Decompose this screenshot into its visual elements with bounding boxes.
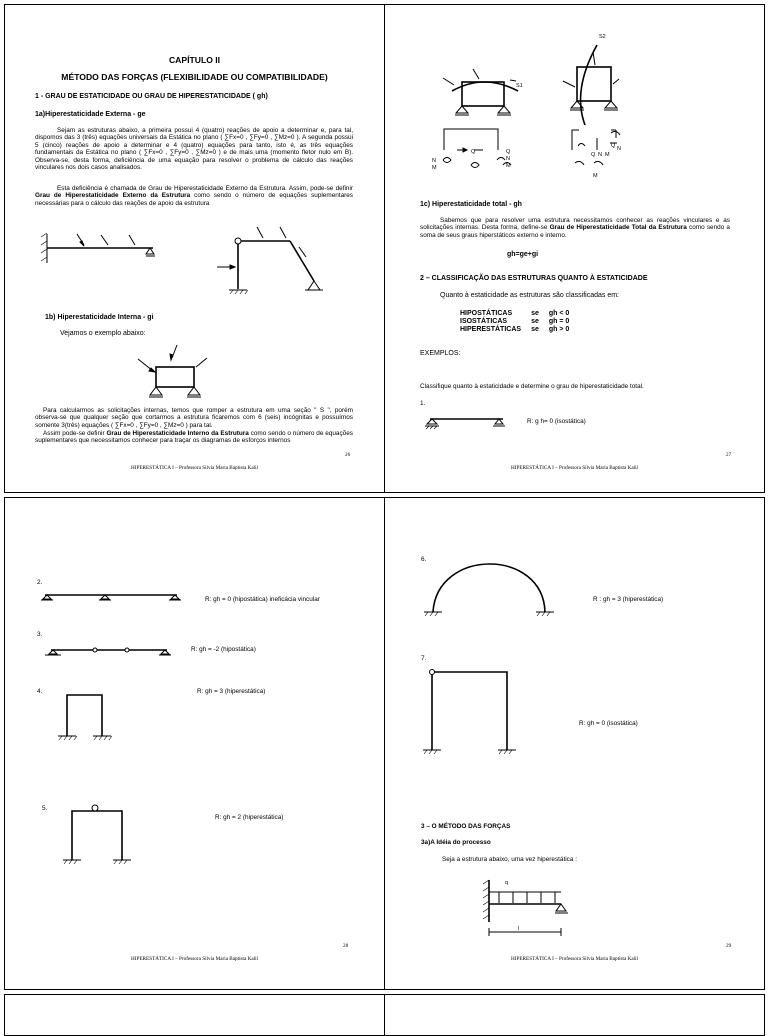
example-7-number: 7.: [421, 655, 427, 662]
subsection-1b-heading: 1b) Hiperestaticidade Interna - gi: [45, 314, 154, 321]
paragraph-1b: Para calcularmos as solicitações internas, temos que romper a estrutura em uma seção " S ", porém observa-se que qualquer seção que cortarmos a estrutura ficaremos com 6 (seis) incógnitas e possuímos somente 3(três) equações ( ∑Fx=0 , ∑Fy=0 , ∑Mz=0 ) para tal.: [35, 407, 353, 429]
example-2-answer: R: gh = 0 (hipostática) ineficácia vincular: [205, 596, 320, 603]
classifique-instruction: Classifique quanto à estaticidade e determine o grau de hiperestaticidade total.: [420, 383, 644, 390]
paragraph-1a: Sejam as estruturas abaixo, a primeira possui 4 (quatro) reações de apoio a determinar e, para tal, dispomos das 3 (três) equações universais da Estática no plano ( ∑Fx=0 , ∑Fy=0 , ∑Mz=0 ). A segunda possui 5 (cinco) reações de apoio a determinar e 4 (quatro) equações para tanto, isto é, as três equações fundamentais da Estática no plano ( ∑Fx=0 , ∑Fy=0 , ∑Mz=0 ) e de mais uma (momento fletor nulo em B). Observa-se, desta forma, deficiência de uma equação para resolver o problema de cálculo das reações vinculares nos dois casos analisados.: [35, 127, 353, 172]
section-1-heading: 1 - GRAU DE ESTATICIDADE OU GRAU DE HIPERESTATICIDADE ( gh): [35, 93, 268, 100]
classification-row: HIPERESTÁTICAS se gh > 0: [460, 326, 570, 333]
example-2-number: 2.: [37, 579, 43, 586]
page-30-top: [4, 994, 385, 1036]
svg-text:N: N: [432, 158, 436, 164]
quanto-text: Quanto à estaticidade as estruturas são classificadas em:: [440, 292, 619, 299]
section-2-heading: 2 – CLASSIFICAÇÃO DAS ESTRUTURAS QUANTO À ESTATICIDADE: [420, 275, 648, 282]
paragraph-1c: Sabemos que para resolver uma estrutura necessitamos conhecer as reações vinculares e as solicitações internas. Desta forma, define-se Grau de Hiperestaticidade Total da Estrutura como sendo a soma de seus graus hiperstáticos externo e interno.: [420, 217, 730, 239]
svg-text:N: N: [506, 156, 510, 162]
example-4-number: 4.: [37, 688, 43, 695]
svg-text:Q: Q: [591, 152, 596, 158]
paragraph-1a-definition: Esta deficiência é chamada de Grau de Hiperestaticidade Externo da Estrutura. Assim, pode-se definir Grau de Hiperestaticidade Externo da Estrutura como sendo o número de equações suplementares necessárias para o cálculo das reações de apoio da estrutura: [35, 185, 354, 207]
svg-text:Q: Q: [471, 149, 476, 155]
load-q-label: q: [505, 880, 509, 886]
classification-row: ISOSTÁTICAS se gh = 0: [460, 318, 570, 325]
example-4-answer: R: gh = 3 (hiperestática): [197, 688, 266, 695]
total-formula: gh=ge+gi: [507, 251, 539, 258]
page-31-top: [384, 994, 765, 1036]
page-26: [4, 4, 385, 493]
s2-label: S2: [599, 34, 606, 40]
exemplos-label: EXEMPLOS:: [420, 350, 461, 357]
svg-text:M: M: [593, 173, 598, 179]
vejamos-text: Vejamos o exemplo abaixo:: [60, 330, 146, 337]
example-5-number: 5.: [42, 805, 48, 812]
seja-text: Seja a estrutura abaixo, uma vez hiperestática :: [442, 856, 577, 863]
example-1-number: 1.: [420, 400, 426, 407]
svg-text:M: M: [432, 165, 437, 171]
svg-text:Q: Q: [506, 149, 511, 155]
chapter-title: CAPÍTULO II: [168, 55, 221, 65]
example-3-answer: R: gh = -2 (hipostática): [191, 646, 256, 653]
page-number: 28: [343, 943, 349, 949]
page-footer: HIPERESTÁTICA I – Professora Silvia Maria Baptista Kalil: [131, 956, 258, 962]
page-27: [384, 4, 765, 493]
subsection-1c-heading: 1c) Hiperestaticidade total - gh: [420, 201, 522, 208]
svg-text:M: M: [605, 152, 610, 158]
svg-text:N: N: [617, 146, 621, 152]
page-29: [384, 497, 765, 990]
method-title: MÉTODO DAS FORÇAS (FLEXIBILIDADE OU COMPATIBILIDADE): [61, 72, 328, 82]
page-number: 27: [726, 452, 732, 458]
example-3-number: 3.: [37, 631, 43, 638]
page-number: 29: [726, 943, 732, 949]
classification-row: HIPOSTÁTICAS se gh < 0: [460, 310, 570, 317]
page-footer: HIPERESTÁTICA I – Professora Silvia Maria Baptista Kalil: [511, 956, 638, 962]
example-5-answer: R: gh = 2 (hiperestática): [215, 814, 284, 821]
examples-2-5-diagrams: [5, 498, 384, 989]
examples-6-7-diagrams: [385, 498, 764, 989]
span-l-label: l: [518, 926, 520, 932]
page-number: 26: [345, 452, 351, 458]
svg-text:M: M: [506, 163, 511, 169]
page-footer: HIPERESTÁTICA I – Professora Silvia Maria Baptista Kalil: [131, 465, 258, 471]
s1-label: S1: [516, 83, 523, 89]
subsection-3a-heading: 3a)A Idéia do processo: [421, 839, 491, 846]
example-1-answer: R: g h= 0 (isostática): [527, 418, 586, 425]
page-footer: HIPERESTÁTICA I – Professora Silvia Maria Baptista Kalil: [511, 465, 638, 471]
svg-text:Q: Q: [611, 143, 616, 149]
page-28: [4, 497, 385, 990]
example-6-answer: R : gh = 3 (hiperestática): [593, 596, 664, 603]
example-6-number: 6.: [421, 556, 427, 563]
paragraph-1b-definition: Assim pode-se definir Grau de Hiperestaticidade Interno da Estrutura como sendo o número de equações suplementares que necessitamos conhecer para traçar os diagramas de esforços internos: [35, 430, 353, 445]
section-3-heading: 3 – O MÉTODO DAS FORÇAS: [421, 823, 511, 830]
subsection-1a-heading: 1a)Hiperestaticidade Externa - ge: [35, 111, 146, 118]
svg-text:N: N: [598, 152, 602, 158]
example-7-answer: R: gh = 0 (isostática): [579, 720, 638, 727]
